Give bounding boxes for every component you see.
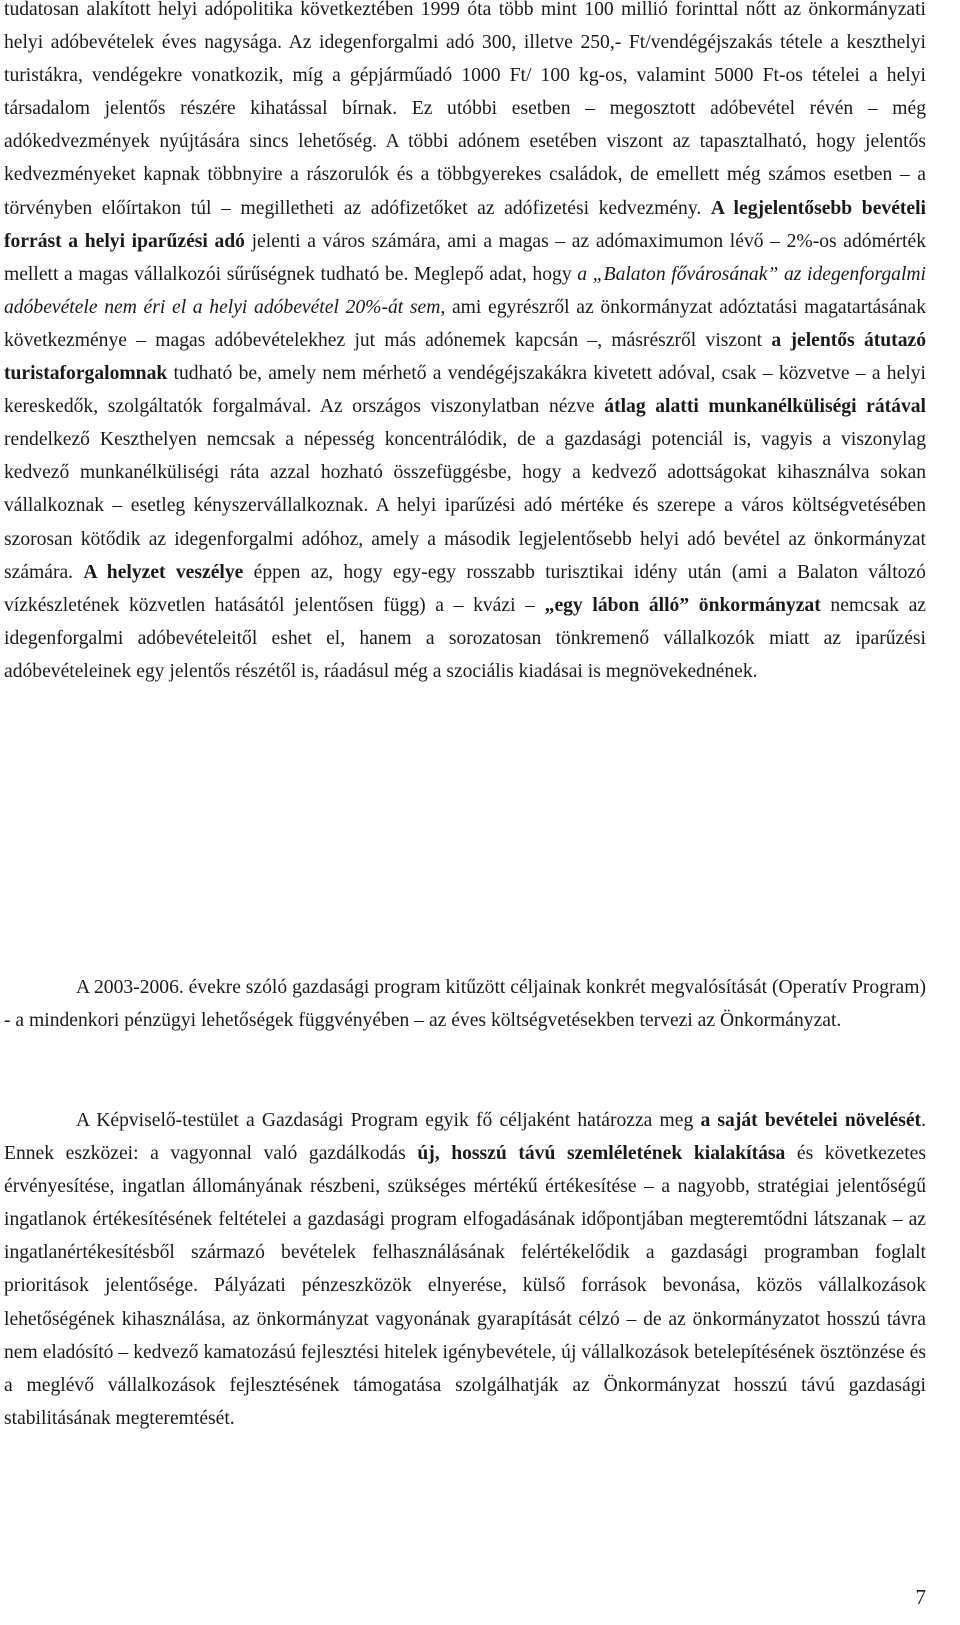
text-run: és következetes érvényesítése, ingatlan állományának részbeni, szükséges mértékű értékesítése – a nagyobb, stratégiai jelentőségű ingatlanok értékesítésének feltételei a gazdasági program elfogadásának időpontjában megteremtődni látszanak – az ingatlanértékesítésből származó bevételek felhasználásának felértékelődik a gazdasági programban foglalt prioritások jelentősége. Pályázati pénzeszközök elnyerése, külső források bevonása, közös vállalkozások lehetőségének kihasználása, az önkormányzat vagyonának gyarapítását célzó – de az önkormányzatot hosszú távra nem eladósító – kedvező kamatozású fejlesztési hitelek igénybevétele, új vállalkozások betelepítésének ösztönzése és a meglévő vállalkozások fejlesztésének támogatása szolgálhatják az Önkormányzat hosszú távú gazdasági stabilitásának megteremtését. <box>4 1143 926 1429</box>
page-number: 7 <box>915 1585 926 1609</box>
paragraph-own-revenue-goals <box>4 1104 926 1435</box>
italic-text-run: a „Balaton fővárosának” az idegenforgalmi adóbevétele nem éri el a helyi adóbevétel 20%-át sem, <box>4 263 927 318</box>
text-run: ami egyrészről az önkormányzat adóztatási magatartásának következménye – magas adóbevételekhez jut más adónemek kapcsán –, másrészről viszont <box>4 296 926 351</box>
bold-text-run: átlag alatti munkanélküliségi rátával <box>604 396 926 418</box>
text-run: . Ennek eszközei: a vagyonnal való gazdálkodás <box>4 1110 926 1165</box>
bold-text-run: A legjelentősebb bevételi forrást a helyi iparűzési adó <box>4 197 926 252</box>
text-run: jelenti a város számára, ami a magas – az adómaximumon lévő – 2%-os adómérték mellett a magas vállalkozói sűrűségnek tudható be. Meglepő adat, hogy <box>4 230 926 285</box>
text-run: éppen az, hogy egy-egy rosszabb turisztikai idény után (ami a Balaton változó vízkészletének közvetlen hatásától jelentősen függ) a – kvázi – <box>4 561 926 616</box>
text-run: tudható be, amely nem mérhető a vendégéjszakákra kivetett adóval, csak – közvetve – a helyi kereskedők, szolgáltatók forgalmával. Az országos viszonylatban nézve <box>4 363 926 418</box>
text-run: rendelkező Keszthelyen nemcsak a népesség koncentrálódik, de a gazdasági potenciál is, vagyis a viszonylag kedvező munkanélküliségi ráta azzal hozható összefüggésbe, hogy a kedvező adottságokat kihasználva sokan vállalkoznak – esetleg kényszervállalkoznak. A helyi iparűzési adó mértéke és szerepe a város költségvetésében szorosan kötődik az idegenforgalmi adóhoz, amely a második legjelentősebb helyi adó bevétel az önkormányzat számára. <box>4 429 926 583</box>
text-run: A Képviselő-testület a Gazdasági Program egyik fő céljaként határozza meg <box>76 1110 701 1131</box>
bold-text-run: a saját bevételei növelését <box>700 1110 922 1131</box>
bold-text-run: A helyzet veszélye <box>83 561 244 583</box>
paragraph-operative-program <box>4 971 926 1037</box>
bold-text-run: új, hosszú távú szemléletének kialakítása <box>417 1143 786 1165</box>
text-run: A 2003-2006. évekre szóló gazdasági program kitűzött céljainak konkrét megvalósítását (Operatív Program) - a mindenkori pénzügyi lehetőségek függvényében – az éves költségvetésekben tervezi az Önkormányzat. <box>4 977 926 1032</box>
bold-text-run: „egy lábon álló” önkormányzat <box>544 594 821 616</box>
bold-text-run: a jelentős átutazó turistaforgalomnak <box>4 329 926 385</box>
text-run: tudatosan alakított helyi adópolitika következtében 1999 óta több mint 100 millió forinttal nőtt az önkormányzati helyi adóbevételek éves nagysága. Az idegenforgalmi adó 300, illetve 250,- Ft/vendégéjszakás tétele a keszthelyi turistákra, vendégekre vonatkozik, míg a gépjárműadó 1000 Ft/ 100 kg-os, valamint 5000 Ft-os tételei a helyi társadalom jelentős részére kihatással bírnak. Ez utóbbi esetben – megosztott adóbevétel révén – még adókedvezmények nyújtására sincs lehetőség. A többi adónem esetében viszont az tapasztalható, hogy jelentős kedvezményeket kapnak többnyire a rászorulók és a többgyerekes családok, de emellett még számos esetben – a törvényben előírtakon túl – megilletheti az adófizetőket az adófizetési kedvezmény. <box>4 0 926 219</box>
paragraph-local-tax-policy <box>4 0 926 688</box>
text-run: nemcsak az idegenforgalmi adóbevételeitől eshet el, hanem a sorozatosan tönkremenő vállalkozók miatt az iparűzési adóbevételeinek egy jelentős részétől is, ráadásul még a szociális kiadásai is megnövekednének. <box>4 594 926 682</box>
